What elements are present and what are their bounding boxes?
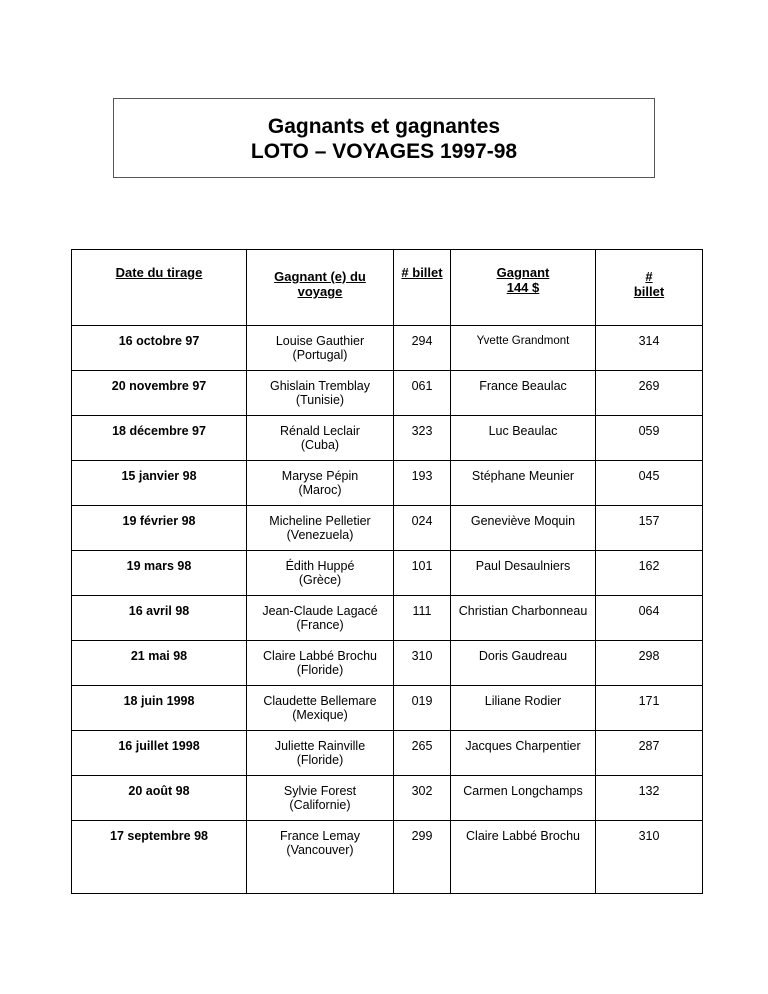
cell-ticket: 061 xyxy=(394,371,451,416)
cell-ticket-2: 064 xyxy=(596,596,703,641)
cell-ticket-2: 059 xyxy=(596,416,703,461)
cell-cash-winner: Luc Beaulac xyxy=(451,416,596,461)
cell-destination: (France) xyxy=(296,618,344,632)
cell-date: 20 novembre 97 xyxy=(72,371,247,416)
cell-cash-winner: Geneviève Moquin xyxy=(451,506,596,551)
cell-ticket: 302 xyxy=(394,776,451,821)
cell-destination: (Floride) xyxy=(296,753,344,767)
cell-destination: (Californie) xyxy=(289,798,351,812)
cell-date: 18 juin 1998 xyxy=(72,686,247,731)
cell-ticket-2: 298 xyxy=(596,641,703,686)
table-row xyxy=(72,506,703,551)
cell-ticket-2: 171 xyxy=(596,686,703,731)
cell-trip-winner: Rénald Leclair (Cuba) xyxy=(247,416,394,461)
cell-ticket: 019 xyxy=(394,686,451,731)
table-row xyxy=(72,821,703,894)
cell-ticket: 101 xyxy=(394,551,451,596)
table-row xyxy=(72,686,703,731)
header-cash-winner: Gagnant 144 $ xyxy=(451,250,596,326)
cell-date: 16 juillet 1998 xyxy=(72,731,247,776)
header-date: Date du tirage xyxy=(72,250,247,326)
cell-ticket: 024 xyxy=(394,506,451,551)
cell-destination: (Tunisie) xyxy=(295,393,345,407)
cell-destination: (Mexique) xyxy=(292,708,348,722)
page-title: Gagnants et gagnantes xyxy=(267,115,501,138)
cell-trip-winner: Ghislain Tremblay (Tunisie) xyxy=(247,371,394,416)
cell-destination: (Vancouver) xyxy=(286,843,354,857)
cell-cash-winner: Liliane Rodier xyxy=(451,686,596,731)
title-box xyxy=(113,98,655,178)
cell-cash-winner: Jacques Charpentier xyxy=(451,731,596,776)
cell-date: 19 mars 98 xyxy=(72,551,247,596)
cell-cash-winner: France Beaulac xyxy=(451,371,596,416)
table-row xyxy=(72,776,703,821)
cell-ticket: 299 xyxy=(394,821,451,894)
cell-ticket: 111 xyxy=(394,596,451,641)
cell-date: 15 janvier 98 xyxy=(72,461,247,506)
table-row xyxy=(72,731,703,776)
cell-date: 17 septembre 98 xyxy=(72,821,247,894)
table-row xyxy=(72,641,703,686)
cell-cash-winner: Stéphane Meunier xyxy=(451,461,596,506)
cell-trip-winner: Louise Gauthier (Portugal) xyxy=(247,326,394,371)
cell-cash-winner: Doris Gaudreau xyxy=(451,641,596,686)
cell-cash-winner: Paul Desaulniers xyxy=(451,551,596,596)
cell-trip-winner: Claudette Bellemare (Mexique) xyxy=(247,686,394,731)
cell-trip-winner: Claire Labbé Brochu (Floride) xyxy=(247,641,394,686)
cell-date: 21 mai 98 xyxy=(72,641,247,686)
cell-cash-winner: Carmen Longchamps xyxy=(451,776,596,821)
header-ticket-2: # billet xyxy=(596,250,703,326)
cell-trip-winner: Jean-Claude Lagacé (France) xyxy=(247,596,394,641)
table-row xyxy=(72,551,703,596)
cell-ticket-2: 287 xyxy=(596,731,703,776)
cell-date: 19 février 98 xyxy=(72,506,247,551)
cell-trip-winner: France Lemay (Vancouver) xyxy=(247,821,394,894)
cell-ticket-2: 314 xyxy=(596,326,703,371)
cell-ticket: 323 xyxy=(394,416,451,461)
cell-trip-winner: Maryse Pépin (Maroc) xyxy=(247,461,394,506)
cell-date: 18 décembre 97 xyxy=(72,416,247,461)
cell-ticket-2: 045 xyxy=(596,461,703,506)
cell-ticket: 310 xyxy=(394,641,451,686)
cell-trip-winner: Juliette Rainville (Floride) xyxy=(247,731,394,776)
cell-destination: (Cuba) xyxy=(300,438,340,452)
winners-table xyxy=(71,249,703,894)
cell-trip-winner: Micheline Pelletier (Venezuela) xyxy=(247,506,394,551)
cell-trip-winner: Édith Huppé (Grèce) xyxy=(247,551,394,596)
cell-destination: (Venezuela) xyxy=(286,528,354,542)
cell-ticket: 294 xyxy=(394,326,451,371)
cell-destination: (Portugal) xyxy=(292,348,348,362)
table-row xyxy=(72,371,703,416)
table-header-row xyxy=(72,250,703,326)
cell-destination: (Floride) xyxy=(296,663,344,677)
header-trip-winner: Gagnant (e) du voyage xyxy=(247,250,394,326)
header-ticket: # billet xyxy=(394,250,451,326)
cell-date: 20 août 98 xyxy=(72,776,247,821)
cell-ticket-2: 269 xyxy=(596,371,703,416)
table-row xyxy=(72,461,703,506)
cell-date: 16 octobre 97 xyxy=(72,326,247,371)
cell-ticket-2: 310 xyxy=(596,821,703,894)
table-row xyxy=(72,416,703,461)
cell-cash-winner: Christian Charbonneau xyxy=(451,596,596,641)
cell-ticket-2: 157 xyxy=(596,506,703,551)
table-row xyxy=(72,326,703,371)
cell-ticket: 193 xyxy=(394,461,451,506)
cell-ticket: 265 xyxy=(394,731,451,776)
cell-destination: (Grèce) xyxy=(298,573,342,587)
cell-cash-winner: Yvette Grandmont xyxy=(451,326,596,371)
cell-destination: (Maroc) xyxy=(298,483,342,497)
cell-cash-winner: Claire Labbé Brochu xyxy=(451,821,596,894)
cell-ticket-2: 132 xyxy=(596,776,703,821)
page-subtitle: LOTO – VOYAGES 1997-98 xyxy=(250,140,518,163)
cell-trip-winner: Sylvie Forest (Californie) xyxy=(247,776,394,821)
cell-date: 16 avril 98 xyxy=(72,596,247,641)
cell-ticket-2: 162 xyxy=(596,551,703,596)
table-row xyxy=(72,596,703,641)
